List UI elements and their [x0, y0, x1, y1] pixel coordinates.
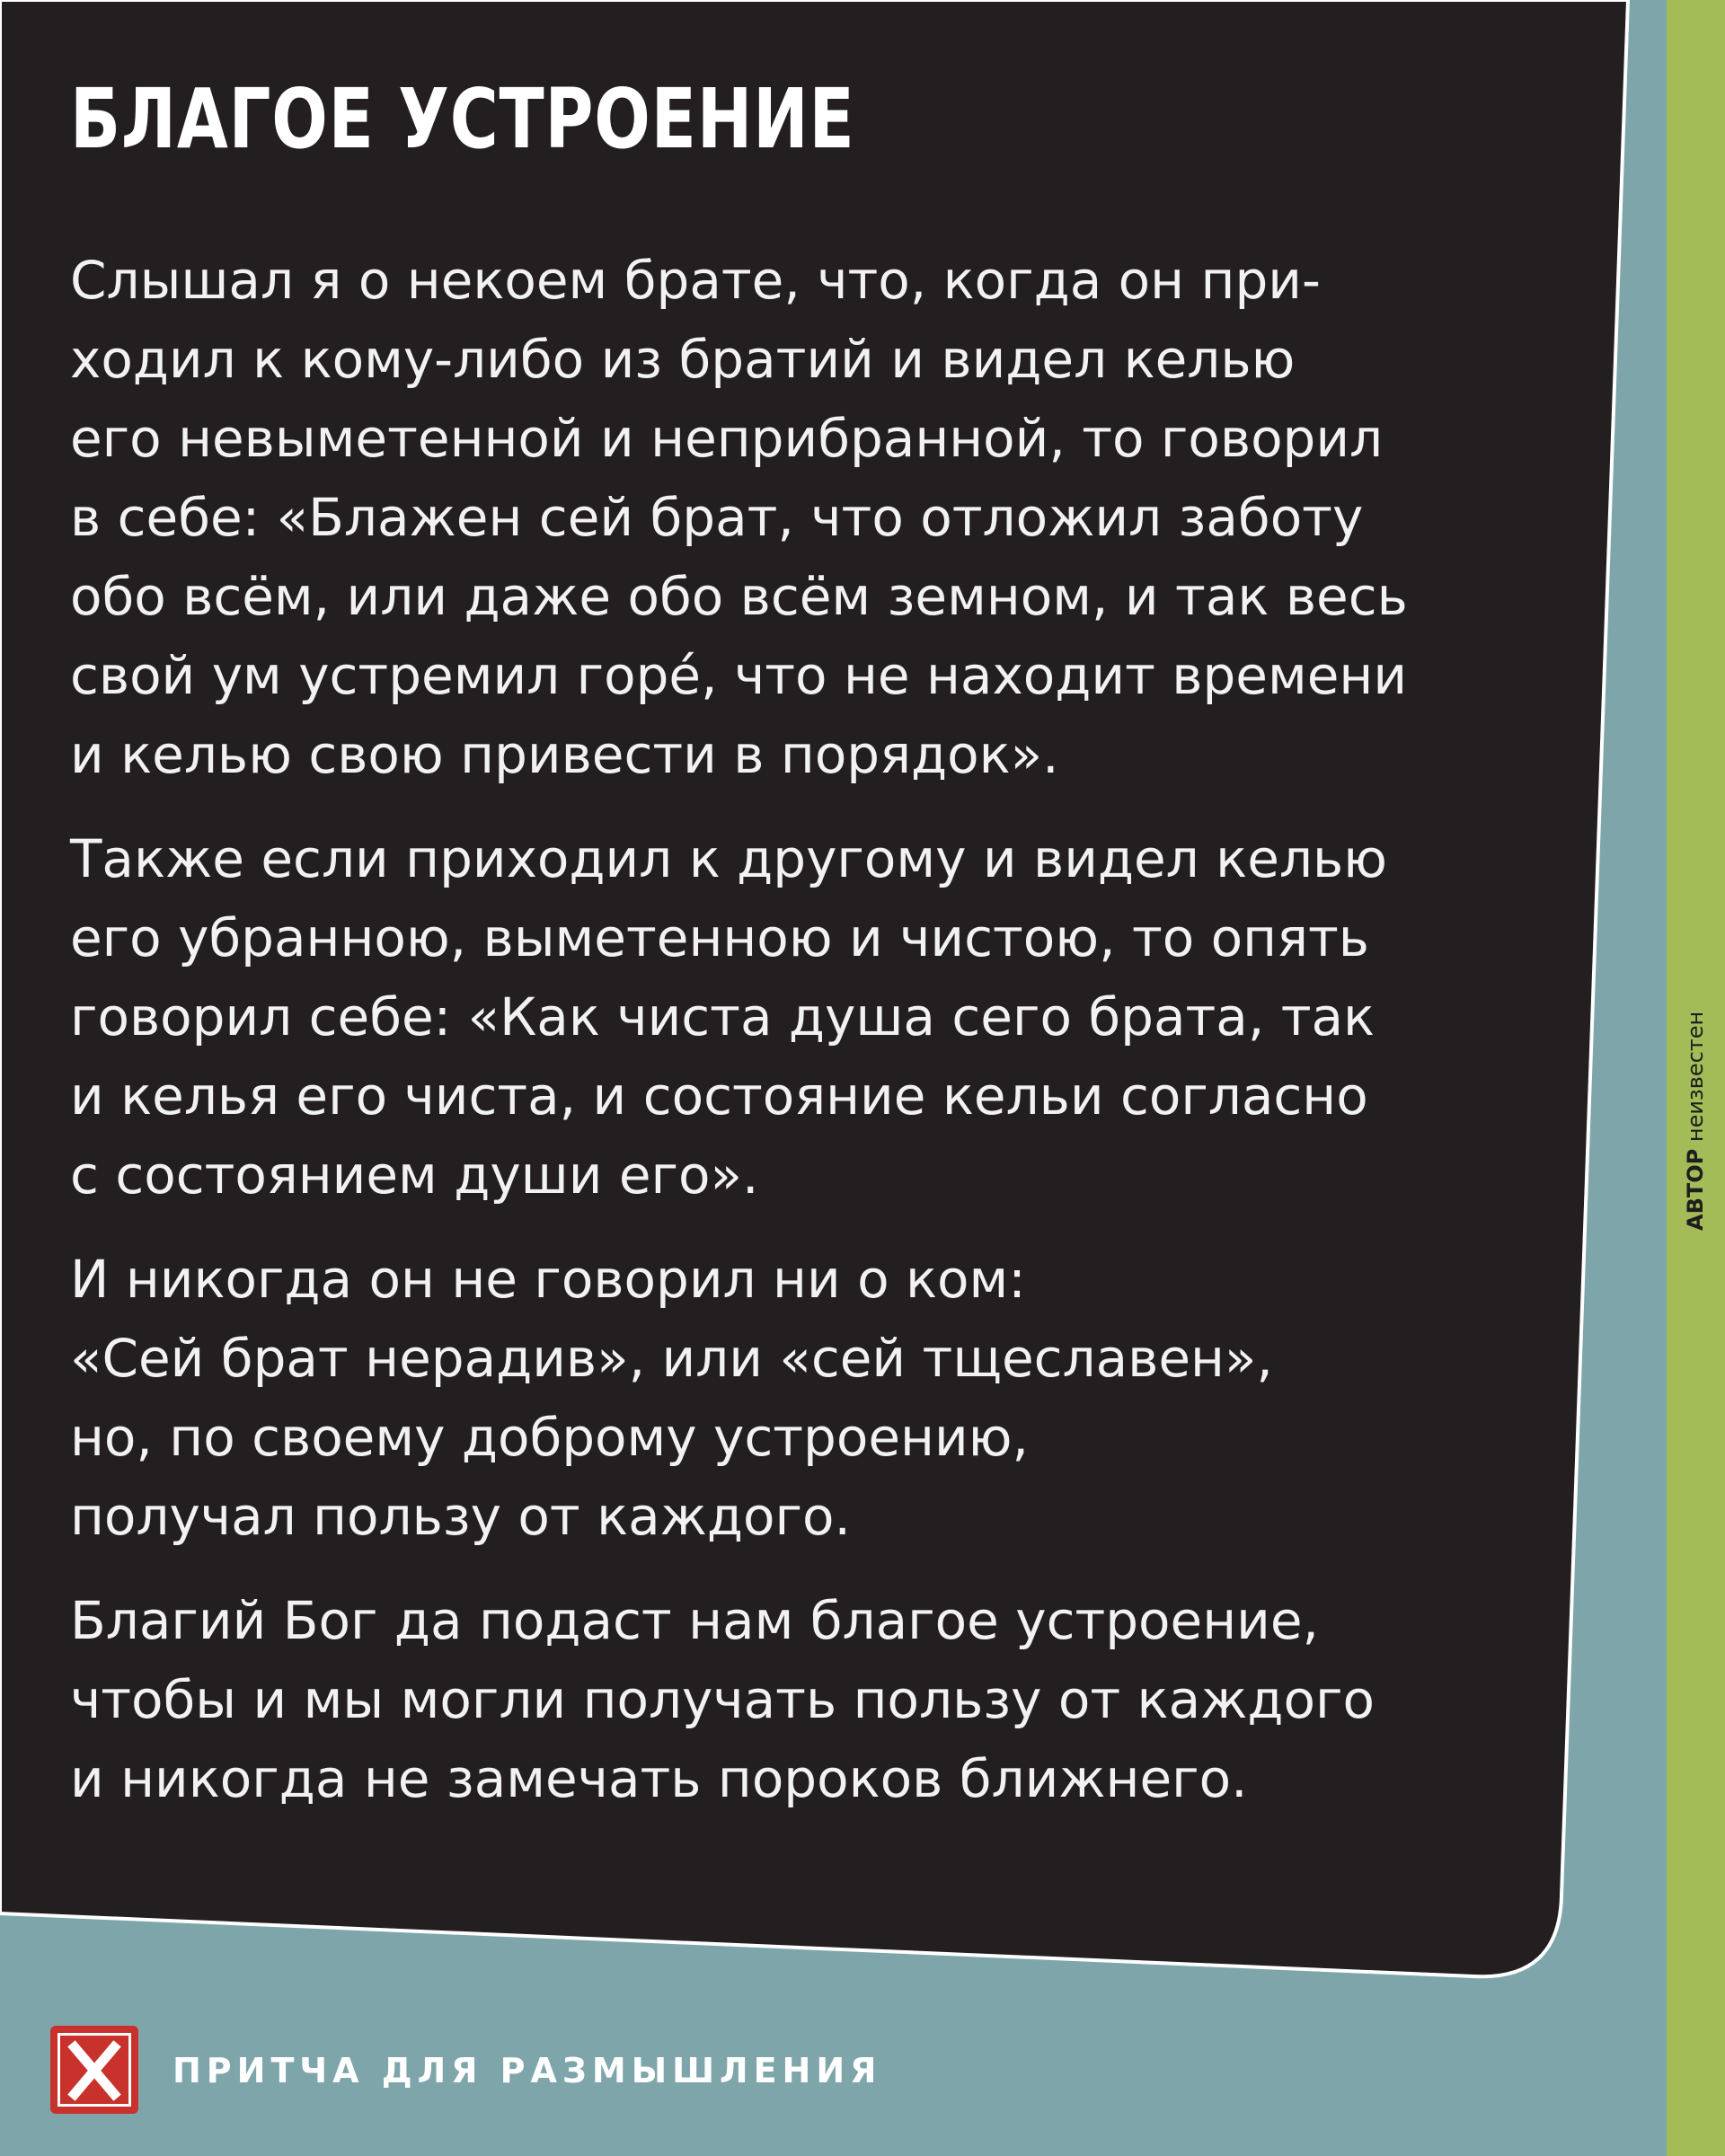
text-line: обо всём, или даже обо всём земном, и так весь: [70, 566, 1408, 627]
text-line: и никогда не замечать пороков ближнего.: [70, 1748, 1248, 1809]
paragraph-2: [70, 819, 1633, 1215]
paragraph-1: [70, 241, 1633, 794]
author-label: АВТОР: [1683, 1148, 1708, 1231]
text-line: и келья его чиста, и состояние кельи согласно: [70, 1065, 1368, 1127]
text-line: с состоянием души его».: [70, 1144, 759, 1206]
text-line: Также если приходил к другому и видел келью: [70, 828, 1387, 889]
author-value: неизвестен: [1683, 1011, 1708, 1143]
text-line: «Сей брат нерадив», или «сей тщеславен»,: [70, 1328, 1273, 1389]
text-line: свой ум устремил горé, что не находит времени: [70, 645, 1408, 706]
text-line: получал пользу от каждого.: [70, 1486, 851, 1547]
x-logo-icon: [50, 2026, 138, 2114]
text-line: в себе: «Блажен сей брат, что отложил заботу: [70, 487, 1364, 548]
text-line: говорил себе: «Как чиста душа сего брата, так: [70, 986, 1376, 1047]
text-line: ходил к кому-либо из братий и видел келью: [70, 329, 1296, 390]
paragraph-3: [70, 1240, 1633, 1556]
text-line: чтобы и мы могли получать пользу от каждого: [70, 1669, 1375, 1730]
text-line: и келью свою привести в порядок».: [70, 724, 1059, 785]
text-line: И никогда он не говорил ни о ком:: [70, 1249, 1026, 1310]
text-line: но, по своему доброму устроению,: [70, 1407, 1029, 1468]
x-glyph: [50, 2026, 138, 2114]
footer-caption: ПРИТЧА ДЛЯ РАЗМЫШЛЕНИЯ: [172, 2051, 882, 2090]
parable-text: [70, 241, 1633, 1843]
paragraph-4: [70, 1581, 1633, 1818]
author-credit: [1677, 1012, 1713, 1231]
page-title: БЛАГОЕ УСТРОЕНИЕ: [70, 71, 855, 167]
text-line: Благий Бог да подаст нам благое устроение,: [70, 1590, 1319, 1651]
text-line: Слышал я о некоем брате, что, когда он при-: [70, 250, 1321, 311]
text-line: его убранною, выметенною и чистою, то опять: [70, 907, 1369, 968]
text-line: его невыметенной и неприбранной, то говорил: [70, 408, 1384, 469]
